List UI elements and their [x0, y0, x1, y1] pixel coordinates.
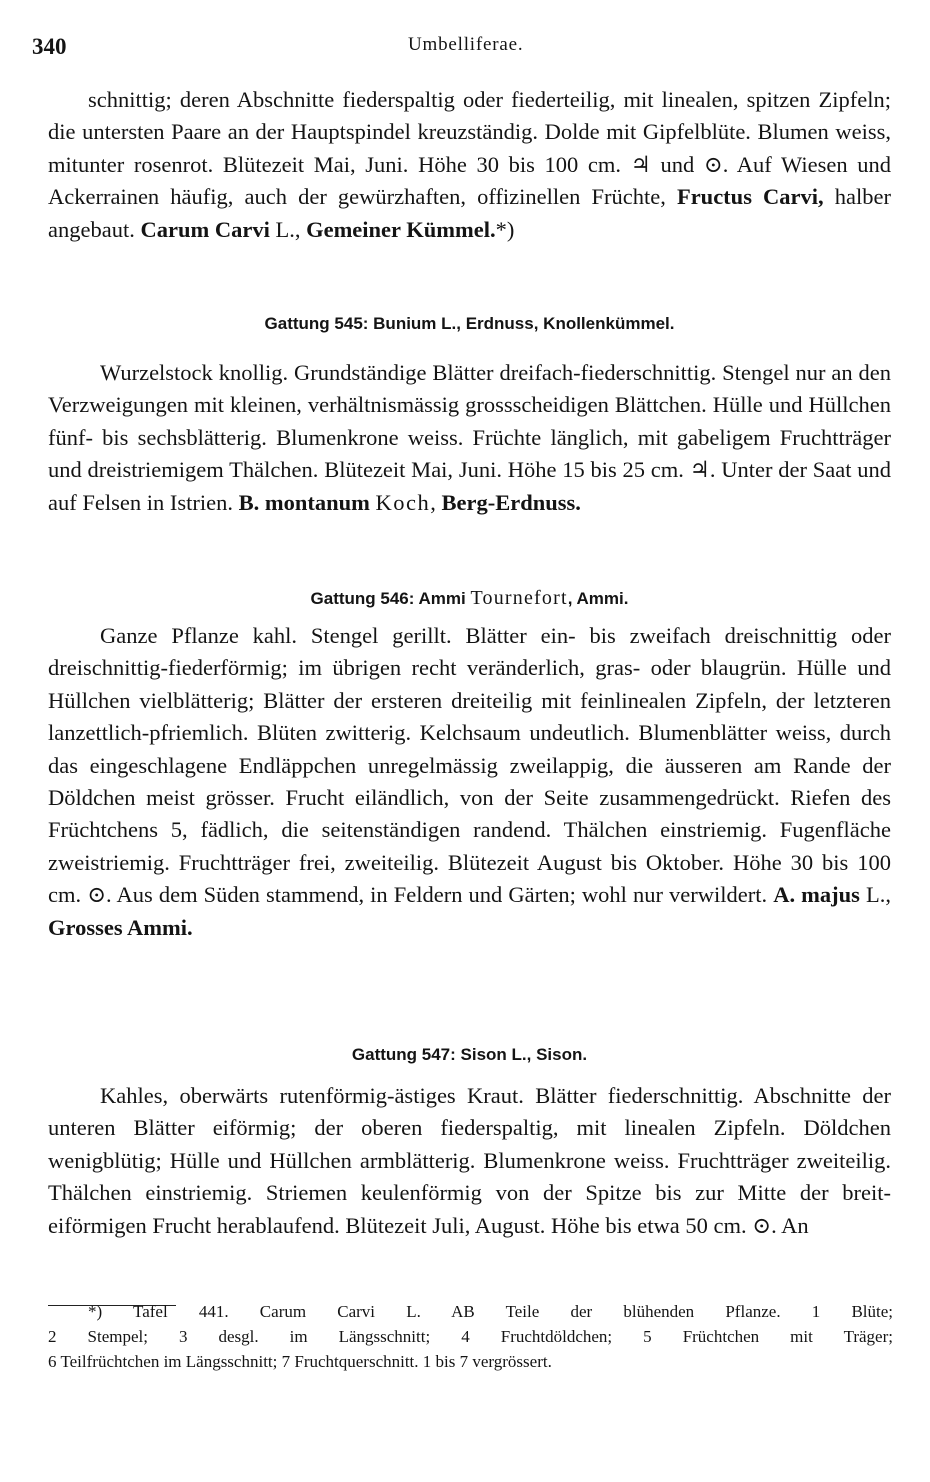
footnote-reference: *) [495, 216, 515, 242]
ammi-text: Ganze Pflanze kahl. Stengel gerillt. Blätter ein- bis zweifach dreischnittig oder dreischnittig-fiederförmig; im übrigen recht veränderlich, gras- oder blaugrün. Hülle und Hüllchen vielblätterig; Blätter der ersteren dreiteilig mit feinlinealen Zipfeln, der letzteren lanzettlich-pfriemlich. Blüten zwitterig. Kelchsaum undeutlich. Blumenblätter weiss, durch das eingeschlagene Endläppchen unregelmässig zweilappig, die äusseren am Rande der Döldchen meist grösser. Frucht eiländlich, von der Seite zusammengedrückt. Riefen des Früchtchens 5, fädlich, die seitenständigen randend. Thälchen einstriemig. Fugenfläche zweistriemig. Fruchtträger frei, zweiteilig. Blütezeit August bis Oktober. Höhe 30 bis 100 cm. ⊙. Aus dem Süden stammend, in Feldern und Gärten; wohl nur verwildert. [48, 623, 891, 908]
species-author: Koch [375, 489, 431, 515]
genus-author: Tournefort [470, 587, 568, 609]
ammi-paragraph [48, 620, 891, 944]
common-name: Gemeiner Kümmel. [306, 216, 496, 242]
species-author: L., [859, 882, 891, 908]
page-number: 340 [32, 34, 67, 59]
bunium-text: Wurzelstock knollig. Grundständige Blätter dreifach-fiederschnittig. Stengel nur an den Verzweigungen mit kleinen, verhältnismässig grossscheidigen Blättchen. Hülle und Hüllchen fünf- bis sechsblätterig. Blumenkrone weiss. Früchte länglich, mit gabeligem Fruchtträger und dreistriemigem Thälchen. Blütezeit Mai, Juni. Höhe 15 bis 25 cm. ♃. Unter der Saat und auf Felsen in Istrien. [48, 360, 891, 515]
genus-heading-546 [48, 587, 891, 610]
species-name: Carum Carvi [140, 216, 270, 242]
footnote-line: *) Tafel 441. Carum Carvi L. AB Teile der blühenden Pflanze. 1 Blüte; [88, 1302, 893, 1321]
species-name: A. majus [773, 882, 860, 908]
footnote-line: 6 Teilfrüchtchen im Längsschnitt; 7 Fruchtquerschnitt. 1 bis 7 vergrössert. [48, 1352, 552, 1371]
carum-carvi-paragraph [48, 84, 891, 246]
drug-name: Fructus Carvi, [676, 184, 824, 210]
genus-heading-547: Gattung 547: Sison L., Sison. [351, 1045, 588, 1064]
carum-text-1: schnittig; deren Abschnitte fiederspaltig oder fiederteilig, mit linealen, spitzen Zipfeln; die untersten Paare an der Hauptspindel kreuzständig. Dolde mit Gipfelblüte. Blumen weiss, mitunter rosenrot. Blütezeit Mai, Juni. Höhe 30 bis 100 cm. ♃ und ⊙. Auf Wiesen und Ackerrainen häufig, auch der gewürzhaften, offizinellen Früchte, [48, 87, 891, 210]
genus-heading-text: , Ammi. [567, 589, 629, 608]
footnote-line: 2 Stempel; 3 desgl. im Längsschnitt; 4 Fruchtdöldchen; 5 Früchtchen mit Träger; [48, 1327, 893, 1346]
carum-text-2: halber angebaut. [48, 184, 891, 242]
species-name: B. montanum [238, 489, 370, 515]
genus-heading-text: Gattung 546: Ammi [310, 589, 471, 608]
genus-heading-545: Gattung 545: Bunium L., Erdnuss, Knollenkümmel. [264, 314, 675, 333]
sison-paragraph: Kahles, oberwärts rutenförmig-ästiges Kraut. Blätter fiederschnittig. Abschnitte der unteren Blätter eiförmig; der oberen fiederspaltig, mit linealen Zipfeln. Döldchen wenigblütig; Hülle und Hüllchen armblätterig. Blumenkrone weiss. Fruchtträger zweiteilig. Thälchen einstriemig. Striemen keulenförmig von der Spitze bis zur Mitte der breit-eiförmigen Frucht herablaufend. Blütezeit Juli, August. Höhe bis etwa 50 cm. ⊙. An [48, 1083, 891, 1238]
bunium-paragraph: Wurzelstock knollig. Grundständige Blätter dreifach-fiederschnittig. Stengel nur an den Verzweigungen mit kleinen, verhältnismässig grossscheidigen Blättchen. Hülle und Hüllchen fünf- bis sechsblätterig. Blumenkrone weiss. Früchte länglich, mit gabeligem Fruchtträger und dreistriemigem Thälchen. Blütezeit Mai, Juni. Höhe 15 bis 25 cm. ♃. Unter der Saat und auf Felsen in Istrien. B. montanum Koch, Berg-Erdnuss. [48, 360, 891, 515]
running-head: Umbelliferae. [408, 34, 524, 55]
common-name: Berg-Erdnuss. [441, 489, 581, 515]
footnote [48, 1299, 893, 1374]
species-author: L., [269, 216, 307, 242]
common-name: Grosses Ammi. [48, 914, 193, 940]
